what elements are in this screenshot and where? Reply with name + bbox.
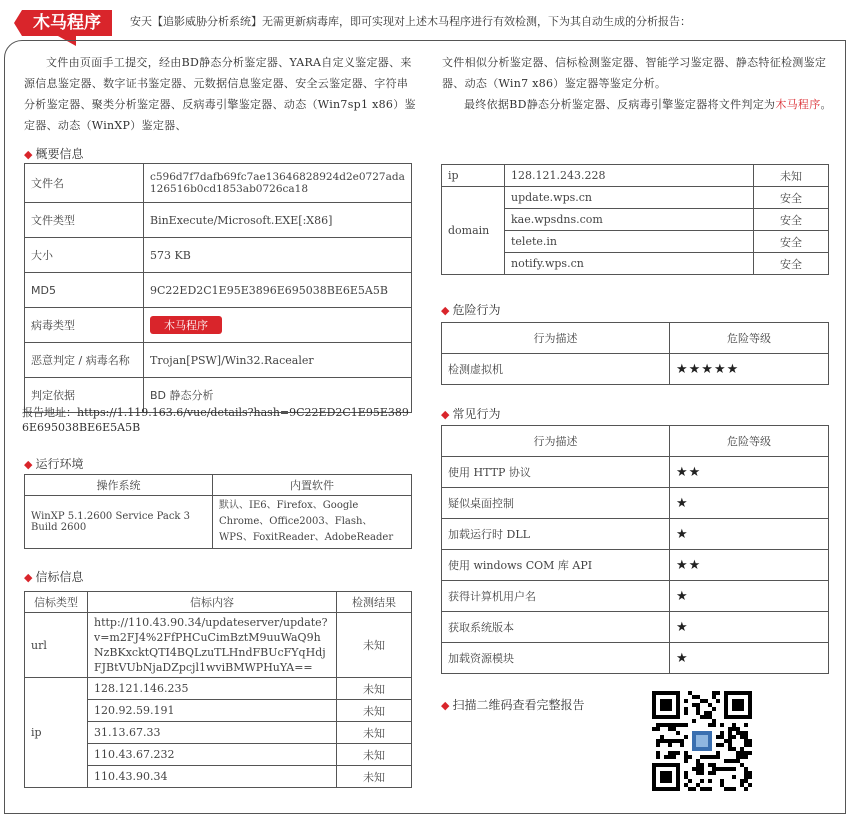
col-header-software: 内置软件 <box>213 475 412 496</box>
risk-stars: ★ <box>670 612 829 643</box>
trojan-tag: 木马程序 <box>22 10 112 36</box>
net-domain: notify.wps.cn <box>505 253 754 275</box>
field-label: 判定依据 <box>25 378 144 413</box>
net-ip: 128.121.243.228 <box>505 165 754 187</box>
danger-title: 危险行为 <box>452 303 501 317</box>
beacon-ip: 110.43.90.34 <box>88 766 337 788</box>
beacon-ip: 110.43.67.232 <box>88 744 337 766</box>
field-label: 病毒类型 <box>25 308 144 343</box>
table-row <box>442 323 829 354</box>
net-domain: update.wps.cn <box>505 187 754 209</box>
overview-heading <box>24 145 83 162</box>
field-label: 文件名 <box>25 164 144 203</box>
beacon-type-url: url <box>25 613 88 678</box>
network-table <box>441 164 829 275</box>
col-header-level: 危险等级 <box>670 323 829 354</box>
table-row <box>25 164 412 203</box>
table-row <box>25 203 412 238</box>
table-row <box>442 488 829 519</box>
field-label: 恶意判定 / 病毒名称 <box>25 343 144 378</box>
net-type-ip: ip <box>442 165 505 187</box>
beacon-result: 未知 <box>337 744 412 766</box>
beacon-heading <box>24 568 83 585</box>
beacon-result: 未知 <box>337 613 412 678</box>
col-header-level: 危险等级 <box>670 426 829 457</box>
basis-value: BD 静态分析 <box>144 378 412 413</box>
danger-table <box>441 322 829 385</box>
col-header-result: 检测结果 <box>337 592 412 613</box>
common-title: 常见行为 <box>452 407 501 421</box>
net-type-domain: domain <box>442 187 505 275</box>
intro-right <box>442 52 837 115</box>
risk-stars: ★★★★★ <box>670 354 829 385</box>
behavior-desc: 获取系统版本 <box>442 612 670 643</box>
beacon-table <box>24 591 412 788</box>
beacon-title: 信标信息 <box>35 570 84 584</box>
diamond-icon: ◆ <box>441 408 450 421</box>
table-row <box>442 457 829 488</box>
risk-stars: ★ <box>670 519 829 550</box>
behavior-desc: 获得计算机用户名 <box>442 581 670 612</box>
beacon-type-ip: ip <box>25 678 88 788</box>
table-row <box>25 308 412 343</box>
os-value: WinXP 5.1.2600 Service Pack 3 Build 2600 <box>25 496 213 549</box>
virus-type-badge: 木马程序 <box>150 316 222 334</box>
intro-verdict-text: 最终依据BD静态分析鉴定器、反病毒引擎鉴定器将文件判定为 <box>464 98 776 111</box>
report-address: 报告地址：https://1.119.163.6/vue/details?hash=9C22ED2C1E95E3896E695038BE6E5A5B <box>22 406 409 434</box>
field-label: 大小 <box>25 238 144 273</box>
beacon-ip: 31.13.67.33 <box>88 722 337 744</box>
virus-type-cell <box>144 308 412 343</box>
field-label: MD5 <box>25 273 144 308</box>
col-header-desc: 行为描述 <box>442 323 670 354</box>
risk-stars: ★ <box>670 581 829 612</box>
risk-stars: ★ <box>670 643 829 674</box>
net-result: 未知 <box>754 165 829 187</box>
intro-verdict-end: 。 <box>820 98 832 111</box>
table-row <box>25 496 412 549</box>
md5-value: 9C22ED2C1E95E3896E695038BE6E5A5B <box>144 273 412 308</box>
behavior-desc: 检测虚拟机 <box>442 354 670 385</box>
table-row <box>442 612 829 643</box>
risk-stars: ★★ <box>670 457 829 488</box>
table-row <box>442 581 829 612</box>
net-result: 安全 <box>754 253 829 275</box>
diamond-icon: ◆ <box>24 148 33 161</box>
col-header-type: 信标类型 <box>25 592 88 613</box>
overview-title: 概要信息 <box>35 147 84 161</box>
diamond-icon: ◆ <box>24 571 33 584</box>
size-value: 573 KB <box>144 238 412 273</box>
malware-name-value: Trojan[PSW]/Win32.Racealer <box>144 343 412 378</box>
risk-stars: ★★ <box>670 550 829 581</box>
beacon-result: 未知 <box>337 678 412 700</box>
col-header-desc: 行为描述 <box>442 426 670 457</box>
intro-left: 文件由页面手工提交，经由BD静态分析鉴定器、YARA自定义鉴定器、来源信息鉴定器、数字证书鉴定器、元数据信息鉴定器、安全云鉴定器、字符串分析鉴定器、聚类分析鉴定器、反病毒引擎鉴定器、动态（Win7sp1 x86）鉴定器、动态（WinXP）鉴定器、 <box>24 56 416 132</box>
qr-code-icon[interactable] <box>652 691 752 791</box>
qr-heading <box>441 696 584 713</box>
table-row <box>25 343 412 378</box>
intro-right-para2 <box>442 94 837 115</box>
table-row <box>25 678 412 700</box>
table-row <box>442 426 829 457</box>
beacon-ip: 120.92.59.191 <box>88 700 337 722</box>
behavior-desc: 使用 HTTP 协议 <box>442 457 670 488</box>
behavior-desc: 使用 windows COM 库 API <box>442 550 670 581</box>
filetype-value: BinExecute/Microsoft.EXE[:X86] <box>144 203 412 238</box>
beacon-result: 未知 <box>337 700 412 722</box>
table-row <box>25 613 412 678</box>
common-table <box>441 425 829 674</box>
field-label: 文件类型 <box>25 203 144 238</box>
table-row <box>442 519 829 550</box>
risk-stars: ★ <box>670 488 829 519</box>
net-domain: kae.wpsdns.com <box>505 209 754 231</box>
qr-title: 扫描二维码查看完整报告 <box>452 698 585 712</box>
table-row <box>25 592 412 613</box>
table-row <box>442 643 829 674</box>
env-table <box>24 474 412 549</box>
diamond-icon: ◆ <box>441 699 450 712</box>
beacon-result: 未知 <box>337 722 412 744</box>
env-heading <box>24 455 83 472</box>
net-domain: telete.in <box>505 231 754 253</box>
col-header-content: 信标内容 <box>88 592 337 613</box>
col-header-os: 操作系统 <box>25 475 213 496</box>
table-row <box>442 550 829 581</box>
net-result: 安全 <box>754 231 829 253</box>
intro-right-para1: 文件相似分析鉴定器、信标检测鉴定器、智能学习鉴定器、静态特征检测鉴定器、动态（Win7 x86）鉴定器等鉴定分析。 <box>442 56 827 90</box>
table-row <box>25 238 412 273</box>
table-row <box>25 273 412 308</box>
table-row <box>25 475 412 496</box>
danger-heading <box>441 301 500 318</box>
table-row <box>442 354 829 385</box>
overview-table <box>24 163 412 413</box>
common-heading <box>441 405 500 422</box>
beacon-result: 未知 <box>337 766 412 788</box>
header-description: 安天【追影威胁分析系统】无需更新病毒库，即可实现对上述木马程序进行有效检测，下为其自动生成的分析报告： <box>130 15 691 28</box>
diamond-icon: ◆ <box>24 458 33 471</box>
behavior-desc: 加载资源模块 <box>442 643 670 674</box>
net-result: 安全 <box>754 187 829 209</box>
diamond-icon: ◆ <box>441 304 450 317</box>
beacon-ip: 128.121.146.235 <box>88 678 337 700</box>
behavior-desc: 疑似桌面控制 <box>442 488 670 519</box>
env-title: 运行环境 <box>35 457 84 471</box>
net-result: 安全 <box>754 209 829 231</box>
filename-value: c596d7f7dafb69fc7ae13646828924d2e0727ada126516b0cd1853ab0726ca18 <box>144 164 412 203</box>
intro-verdict-type: 木马程序 <box>775 98 821 111</box>
software-value: 默认、IE6、Firefox、Google Chrome、Office2003、Flash、WPS、FoxitReader、AdobeReader <box>213 496 412 549</box>
table-row <box>442 165 829 187</box>
beacon-url: http://110.43.90.34/updateserver/update?v=m2FJ4%2FfPHCuCimBztM9uuWaQ9hNzBKxcktQTI4BQLzuTLHndFBUcFYqHdjFJBtVUbNjaDZpcjl1wviBMWPHuYA== <box>88 613 337 678</box>
table-row <box>442 187 829 209</box>
behavior-desc: 加载运行时 DLL <box>442 519 670 550</box>
